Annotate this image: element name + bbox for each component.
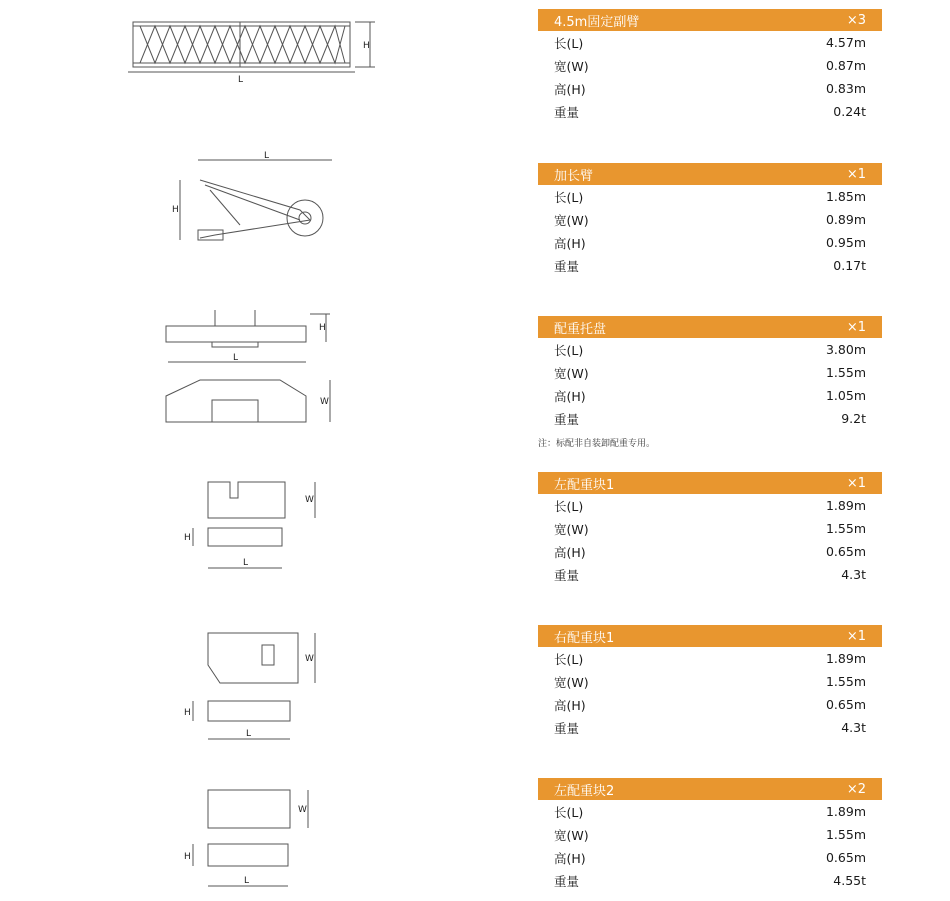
row-label: 长(L) [554,651,584,667]
dim-l-label: L [264,151,270,161]
row-value: 4.3t [841,567,866,582]
spec-row [538,670,882,693]
spec-row [538,563,882,586]
row-label: 长(L) [554,804,584,820]
row-value: 4.57m [825,35,866,50]
row-value: 1.55m [825,827,866,842]
dim-w-label: W [305,654,314,664]
row-label: 重量 [554,411,580,427]
spec-title: 右配重块1 [554,630,615,646]
spec-row [538,517,882,540]
spec-row [538,693,882,716]
spec-title: 左配重块1 [554,477,615,493]
row-label: 长(L) [554,342,584,358]
left-counterweight-1-drawing [0,470,520,580]
spec-header [538,778,882,800]
row-value: 1.89m [825,651,866,666]
spec-qty: ×2 [846,781,866,797]
row-label: 高(H) [554,388,586,404]
row-value: 4.55t [833,873,866,888]
row-label: 重量 [554,258,580,274]
spec-row [538,494,882,517]
row-value: 1.55m [825,674,866,689]
row-label: 长(L) [554,189,584,205]
row-value: 0.87m [825,58,866,73]
row-label: 重量 [554,567,580,583]
row-label: 重量 [554,720,580,736]
dim-w-label: W [320,397,329,407]
row-value: 4.3t [841,720,866,735]
row-value: 1.55m [825,365,866,380]
spec-table [538,163,882,277]
row-value: 0.24t [833,104,866,119]
row-label: 长(L) [554,498,584,514]
spec-row [538,254,882,277]
spec-row [538,800,882,823]
dim-w-label: W [298,805,307,815]
spec-title: 左配重块2 [554,783,615,799]
spec-title: 加长臂 [554,168,594,184]
dim-l-label: L [246,729,252,739]
dim-w-label: W [305,495,314,505]
counterweight-tray-drawing [0,300,520,435]
row-value: 0.17t [833,258,866,273]
row-label: 重量 [554,104,580,120]
row-value: 0.65m [825,850,866,865]
row-label: 高(H) [554,235,586,251]
dim-h-label: H [184,533,191,543]
spec-row [538,716,882,739]
jib-drawing [0,10,520,85]
spec-title: 4.5m固定副臂 [554,14,640,30]
spec-header [538,163,882,185]
row-label: 重量 [554,873,580,889]
spec-row [538,77,882,100]
spec-row [538,869,882,892]
spec-qty: ×1 [846,628,866,644]
row-label: 宽(W) [554,58,589,74]
row-label: 长(L) [554,35,584,51]
row-label: 高(H) [554,697,586,713]
row-value: 3.80m [825,342,866,357]
extension-boom-drawing [0,150,520,250]
row-value: 0.83m [825,81,866,96]
spec-title: 配重托盘 [554,321,607,337]
spec-row [538,231,882,254]
row-value: 0.65m [825,697,866,712]
spec-row [538,647,882,670]
spec-row [538,208,882,231]
footnote: 注：标配非自装卸配重专用。 [538,439,656,449]
spec-row [538,384,882,407]
left-counterweight-2-drawing [0,780,520,895]
row-value: 1.89m [825,804,866,819]
spec-table [538,778,882,892]
row-label: 宽(W) [554,521,589,537]
dim-l-label: L [238,75,244,85]
row-label: 宽(W) [554,365,589,381]
row-value: 1.85m [825,189,866,204]
spec-qty: ×1 [846,166,866,182]
row-value: 1.55m [825,521,866,536]
dim-h-label: H [184,852,191,862]
spec-header [538,316,882,338]
dim-h-label: H [172,205,179,215]
row-label: 宽(W) [554,212,589,228]
spec-header [538,472,882,494]
row-value: 1.89m [825,498,866,513]
spec-row [538,361,882,384]
row-value: 1.05m [825,388,866,403]
row-label: 高(H) [554,850,586,866]
spec-row [538,100,882,123]
spec-row [538,407,882,430]
right-counterweight-1-drawing [0,625,520,745]
row-label: 宽(W) [554,674,589,690]
row-label: 高(H) [554,544,586,560]
dim-l-label: L [233,353,239,363]
spec-table [538,316,882,430]
spec-qty: ×1 [846,319,866,335]
dim-l-label: L [244,876,250,886]
row-value: 0.95m [825,235,866,250]
spec-header [538,625,882,647]
row-value: 9.2t [841,411,866,426]
row-label: 高(H) [554,81,586,97]
spec-table [538,625,882,739]
dim-h-label: H [184,708,191,718]
row-value: 0.89m [825,212,866,227]
spec-table [538,472,882,586]
row-value: 0.65m [825,544,866,559]
spec-row [538,185,882,208]
spec-qty: ×1 [846,475,866,491]
spec-table [538,9,882,123]
spec-row [538,823,882,846]
spec-row [538,540,882,563]
spec-header [538,9,882,31]
spec-row [538,846,882,869]
spec-row [538,54,882,77]
spec-qty: ×3 [846,12,866,28]
spec-row [538,338,882,361]
dim-l-label: L [243,558,249,568]
row-label: 宽(W) [554,827,589,843]
dim-h-label: H [363,41,370,51]
dim-h-label: H [319,323,326,333]
spec-row [538,31,882,54]
